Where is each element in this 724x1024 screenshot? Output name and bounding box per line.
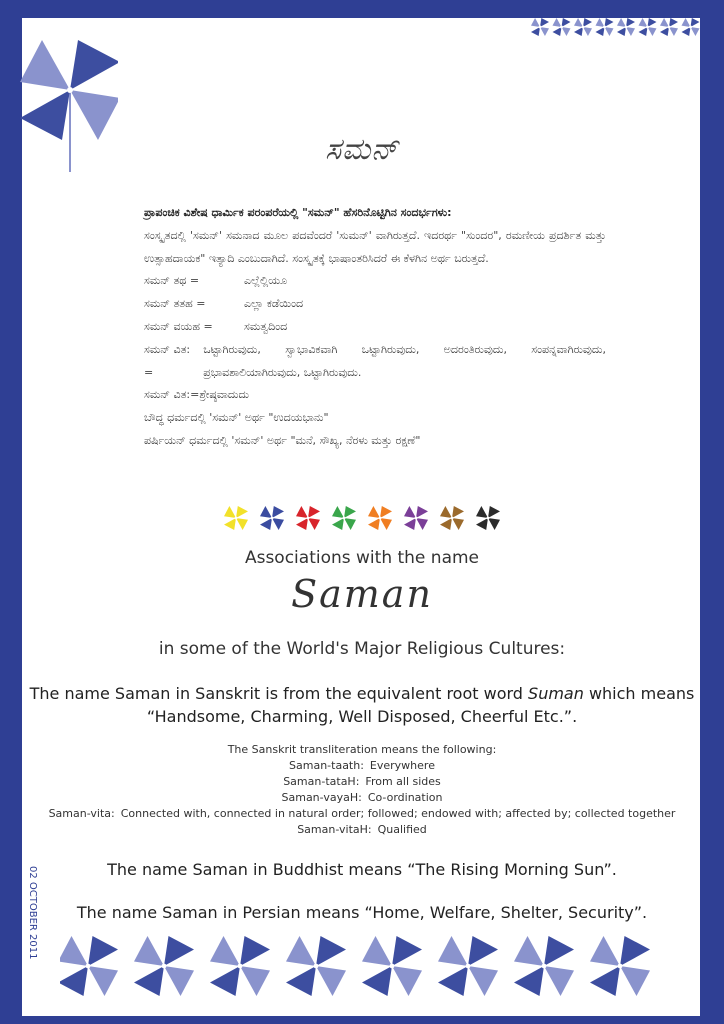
pinwheel-blade xyxy=(344,506,356,518)
pinwheel-hub xyxy=(560,26,563,29)
pinwheel-blade xyxy=(236,518,248,530)
pinwheel-blade xyxy=(380,506,392,518)
pinwheel-hub xyxy=(625,26,628,29)
transliteration-row: Saman-taath: Everywhere xyxy=(289,759,435,772)
pinwheel-blade xyxy=(316,936,346,966)
saman-script-title: Saman xyxy=(291,572,433,616)
pinwheel-blade xyxy=(590,966,620,996)
pinwheel-shape xyxy=(296,506,320,530)
kannada-line: ಸಮನ್ ವಿತ:=ಶ್ರೇಷ್ಠವಾದುದು xyxy=(144,388,250,402)
pinwheel-blade xyxy=(164,936,194,966)
pinwheel-blade xyxy=(553,18,562,27)
pinwheel-blade xyxy=(620,966,650,996)
small-pinwheel-icon xyxy=(596,18,614,36)
bottom-pinwheel-icon xyxy=(438,936,498,996)
pinwheel-hub xyxy=(415,517,418,520)
pinwheel-blade xyxy=(682,18,691,27)
pinwheel-shape xyxy=(368,506,392,530)
pinwheel-blade xyxy=(272,506,284,518)
pinwheel-blade xyxy=(240,936,270,966)
pinwheel-blade xyxy=(344,518,356,530)
pinwheel-blade xyxy=(605,27,614,36)
pinwheel-blade xyxy=(416,506,428,518)
transliteration-row: Saman-tataH: From all sides xyxy=(283,775,441,788)
pinwheel-hub xyxy=(162,964,167,969)
colored-pinwheel-icon xyxy=(474,504,502,532)
pinwheel-blade xyxy=(368,518,380,530)
pinwheel-shape xyxy=(440,506,464,530)
pinwheel-blade xyxy=(669,27,678,36)
kannada-title: ಸಮನ್ xyxy=(325,132,399,167)
pinwheel-shape xyxy=(404,506,428,530)
pinwheel-blade xyxy=(691,18,700,27)
small-pinwheel-icon xyxy=(617,18,635,36)
pinwheel-blade xyxy=(488,506,500,518)
small-pinwheel-icon xyxy=(574,18,592,36)
pinwheel-blade xyxy=(617,27,626,36)
pinwheel-blade xyxy=(648,27,657,36)
pinwheel-hub xyxy=(235,517,238,520)
date-label: 02 OCTOBER 2011 xyxy=(27,866,38,960)
pinwheel-blade xyxy=(574,18,583,27)
pinwheel-blade xyxy=(596,27,605,36)
small-pinwheel-icon xyxy=(660,18,678,36)
pinwheel-blade xyxy=(476,518,488,530)
pinwheel-blade xyxy=(531,27,540,36)
pinwheel-blade xyxy=(596,18,605,27)
pinwheel-blade xyxy=(240,966,270,996)
kannada-meaning-row: ಸಮನ್ ವಯಹ = ಸಮತ್ವದಿಂದ xyxy=(144,319,288,333)
pinwheel-blade xyxy=(605,18,614,27)
pinwheel-blade xyxy=(440,506,452,518)
bottom-pinwheel-icon xyxy=(60,936,118,996)
pinwheel-hub xyxy=(67,87,73,93)
colored-pinwheel-icon xyxy=(402,504,430,532)
pinwheel-blade xyxy=(260,506,272,518)
pinwheel-blade xyxy=(626,27,635,36)
kannada-meaning-row: ಸಮನ್ ತತಹ = ಎಲ್ಲಾ ಕಡೆಯಿಂದ xyxy=(144,297,304,311)
pinwheel-blade xyxy=(362,966,392,996)
pinwheel-blade xyxy=(648,18,657,27)
pinwheel-blade xyxy=(316,966,346,996)
pinwheel-blade xyxy=(669,18,678,27)
pinwheel-hub xyxy=(307,517,310,520)
sanskrit-meaning-line2: “Handsome, Charming, Well Disposed, Cheerful Etc.”. xyxy=(146,707,578,726)
small-pinwheel-icon xyxy=(553,18,571,36)
persian-meaning: The name Saman in Persian means “Home, Welfare, Shelter, Security”. xyxy=(76,903,648,922)
pinwheel-blade xyxy=(88,936,118,966)
pinwheel-blade xyxy=(404,506,416,518)
bottom-pinwheel-icon xyxy=(210,936,270,996)
colored-pinwheel-icon xyxy=(366,504,394,532)
pinwheel-blade xyxy=(210,936,240,966)
transliteration-block xyxy=(0,742,724,838)
pinwheel-hub xyxy=(343,517,346,520)
colored-pinwheel-icon xyxy=(294,504,322,532)
pinwheel-blade xyxy=(164,966,194,996)
transliteration-row: Saman-vitaH: Qualified xyxy=(297,823,427,836)
colored-pinwheel-icon xyxy=(438,504,466,532)
pinwheel-blade xyxy=(544,936,574,966)
pinwheel-blade xyxy=(682,27,691,36)
pinwheel-blade xyxy=(468,966,498,996)
small-pinwheel-icon xyxy=(682,18,700,36)
pinwheel-blade xyxy=(236,506,248,518)
bottom-pinwheel-icon xyxy=(134,936,194,996)
pinwheel-blade xyxy=(562,18,571,27)
pinwheel-blade xyxy=(440,518,452,530)
pinwheel-shape xyxy=(476,506,500,530)
kannada-paragraph: ಸಂಸ್ಕೃತದಲ್ಲಿ 'ಸಮನ್' ಸಮನಾದ ಮೂಲ ಪದವೆಂದರೆ 'ಸುಮನ್' ವಾಗಿರುತ್ತದೆ. ಇದರರ್ಥ "ಸುಂದರ", ರಮಣೀಯ ಪ್ರದರ್ಶಿತ ಮತ್ತು ಉತ್ಸಾಹದಾಯಕ" ಇತ್ಯಾದಿ ಎಂಬುದಾಗಿದೆ. ಸಂಸ್ಕೃತಕ್ಕೆ ಭಾಷಾಂತರಿಸಿದರೆ ಈ ಕೆಳಗಿನ ಅರ್ಥ ಬರುತ್ತದೆ. xyxy=(144,228,606,265)
pinwheel-blade xyxy=(590,936,620,966)
pinwheel-blade xyxy=(332,518,344,530)
pinwheel-blade xyxy=(574,27,583,36)
pinwheel-blade xyxy=(617,18,626,27)
pinwheel-blade xyxy=(380,518,392,530)
pinwheel-blade xyxy=(416,518,428,530)
pinwheel-blade xyxy=(514,936,544,966)
pinwheel-blade xyxy=(452,506,464,518)
bottom-pinwheel-icon xyxy=(362,936,422,996)
bottom-pinwheel-icon xyxy=(590,936,650,996)
pinwheel-blade xyxy=(562,27,571,36)
colored-pinwheel-icon xyxy=(222,504,250,532)
pinwheel-hub xyxy=(487,517,490,520)
kannada-meaning-row: ಸಮನ್ ವಿತ: = ಒಟ್ಟಾಗಿರುವುದು, ಸ್ವಾಭಾವಿಕವಾಗಿ ಒಟ್ಟಾಗಿರುವುದು, ಅದರಂತಿರುವುದು, ಸಂಪನ್ನವಾಗಿರುವುದು, ಪ್ರಭಾವಶಾಲಿಯಾಗಿರುವುದು, ಒಟ್ಟಾಗಿರುವುದು. xyxy=(144,342,606,379)
kannada-heading: ಪ್ರಾಪಂಚಿಕ ವಿಶೇಷ ಧಾರ್ಮಿಕ ಪರಂಪರೆಯಲ್ಲಿ "ಸಮನ್" ಹೆಸರಿನೊಟ್ಟಿಗಿನ ಸಂದರ್ಭಗಳು: xyxy=(144,206,452,219)
pinwheel-blade xyxy=(286,936,316,966)
pinwheel-blade xyxy=(272,518,284,530)
pinwheel-blade xyxy=(70,40,118,90)
pinwheel-blade xyxy=(286,966,316,996)
transliteration-row: Saman-vayaH: Co-ordination xyxy=(281,791,443,804)
pinwheel-blade xyxy=(476,506,488,518)
small-pinwheel-icon xyxy=(531,18,549,36)
pinwheel-hub xyxy=(646,26,649,29)
kannada-text-block xyxy=(144,202,606,453)
pinwheel-blade xyxy=(392,966,422,996)
kannada-line: ಪರ್ಷಿಯನ್ ಧರ್ಮದಲ್ಲಿ 'ಸಮನ್' ಅರ್ಥ "ಮನೆ, ಸೌಖ್ಯ, ನೆರಳು ಮತ್ತು ರಕ್ಷಣೆ" xyxy=(144,433,421,447)
pinwheel-hub xyxy=(603,26,606,29)
pinwheel-blade xyxy=(60,966,88,996)
pinwheel-blade xyxy=(332,506,344,518)
pinwheel-blade xyxy=(553,27,562,36)
pinwheel-hub xyxy=(582,26,585,29)
pinwheel-hub xyxy=(668,26,671,29)
pinwheel-blade xyxy=(540,18,549,27)
pinwheel-shape xyxy=(260,506,284,530)
pinwheel-hub xyxy=(451,517,454,520)
pinwheel-blade xyxy=(210,966,240,996)
pinwheel-hub xyxy=(618,964,623,969)
pinwheel-blade xyxy=(660,27,669,36)
bottom-pinwheel-row xyxy=(60,928,680,1008)
religious-cultures-subheading: in some of the World's Major Religious Cultures: xyxy=(158,639,566,659)
pinwheel-blade xyxy=(438,936,468,966)
pinwheel-blade xyxy=(362,936,392,966)
pinwheel-blade xyxy=(639,27,648,36)
pinwheel-blade xyxy=(88,966,118,996)
pinwheel-blade xyxy=(468,936,498,966)
pinwheel-blade xyxy=(626,18,635,27)
top-pinwheel-row xyxy=(528,16,708,38)
small-pinwheel-icon xyxy=(639,18,657,36)
pinwheel-hub xyxy=(379,517,382,520)
transliteration-intro: The Sanskrit transliteration means the following: xyxy=(227,743,497,756)
pinwheel-blade xyxy=(308,506,320,518)
pinwheel-blade xyxy=(296,518,308,530)
colored-pinwheel-icon xyxy=(330,504,358,532)
pinwheel-shape xyxy=(224,506,248,530)
pinwheel-blade xyxy=(392,936,422,966)
transliteration-row: Saman-vita: Connected with, connected in natural order; followed; endowed with; affected by; collected together xyxy=(48,807,676,820)
colored-pinwheel-icon xyxy=(258,504,286,532)
pinwheel-blade xyxy=(531,18,540,27)
pinwheel-blade xyxy=(20,40,70,90)
pinwheel-blade xyxy=(438,966,468,996)
colored-pinwheel-row xyxy=(0,504,724,534)
pinwheel-blade xyxy=(660,18,669,27)
pinwheel-blade xyxy=(639,18,648,27)
associations-heading: Associations with the name xyxy=(244,548,480,568)
pinwheel-blade xyxy=(452,518,464,530)
sanskrit-meaning-line1: The name Saman in Sanskrit is from the equivalent root word Suman which means xyxy=(29,684,695,703)
pinwheel-blade xyxy=(296,506,308,518)
pinwheel-blade xyxy=(514,966,544,996)
pinwheel-blade xyxy=(540,27,549,36)
pinwheel-hub xyxy=(390,964,395,969)
pinwheel-hub xyxy=(542,964,547,969)
pinwheel-blade xyxy=(134,936,164,966)
pinwheel-hub xyxy=(689,26,692,29)
pinwheel-hub xyxy=(271,517,274,520)
pinwheel-hub xyxy=(539,26,542,29)
bottom-pinwheel-icon xyxy=(286,936,346,996)
pinwheel-blade xyxy=(583,18,592,27)
kannada-line: ಬೌದ್ಧ ಧರ್ಮದಲ್ಲಿ 'ಸಮನ್' ಅರ್ಥ "ಉದಯಭಾನು" xyxy=(144,411,329,425)
pinwheel-blade xyxy=(583,27,592,36)
pinwheel-blade xyxy=(368,506,380,518)
pinwheel-blade xyxy=(544,966,574,996)
pinwheel-hub xyxy=(314,964,319,969)
pinwheel-blade xyxy=(224,518,236,530)
pinwheel-blade xyxy=(404,518,416,530)
buddhist-meaning: The name Saman in Buddhist means “The Rising Morning Sun”. xyxy=(107,860,617,879)
pinwheel-blade xyxy=(224,506,236,518)
pinwheel-blade xyxy=(134,966,164,996)
pinwheel-blade xyxy=(60,936,88,966)
pinwheel-blade xyxy=(260,518,272,530)
pinwheel-blade xyxy=(308,518,320,530)
pinwheel-blade xyxy=(691,27,700,36)
pinwheel-hub xyxy=(466,964,471,969)
pinwheel-shape xyxy=(332,506,356,530)
pinwheel-hub xyxy=(86,964,91,969)
pinwheel-hub xyxy=(238,964,243,969)
pinwheel-blade xyxy=(620,936,650,966)
bottom-pinwheel-icon xyxy=(514,936,574,996)
kannada-meaning-row: ಸಮನ್ ತಥ = ಎಲ್ಲೆಲ್ಲಿಯೂ xyxy=(144,274,288,288)
pinwheel-blade xyxy=(488,518,500,530)
